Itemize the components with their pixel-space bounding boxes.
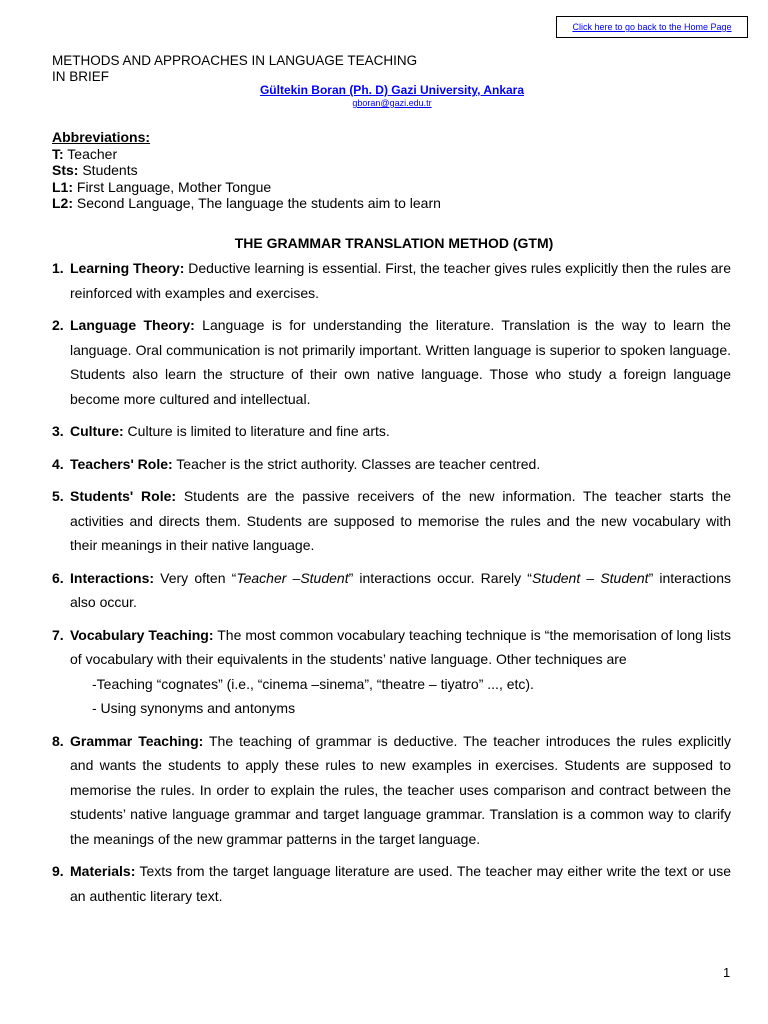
- abbreviation-item: [52, 162, 441, 179]
- abbreviation-key: Sts:: [52, 162, 79, 178]
- item-text: Culture is limited to literature and fine arts.: [123, 423, 390, 439]
- item-number: 3.: [52, 423, 64, 439]
- list-item: [52, 859, 731, 908]
- item-term: Materials:: [70, 863, 136, 879]
- item-number: 5.: [52, 488, 64, 504]
- title-line-1: METHODS AND APPROACHES IN LANGUAGE TEACHING: [52, 53, 418, 68]
- section-title: THE GRAMMAR TRANSLATION METHOD (GTM): [234, 235, 554, 251]
- item-number: 8.: [52, 732, 64, 749]
- item-body: [70, 313, 731, 411]
- email-link[interactable]: gboran@gazi.edu.tr: [352, 98, 432, 108]
- item-body: [70, 452, 731, 477]
- item-term: Vocabulary Teaching:: [70, 626, 214, 643]
- page-number: 1: [723, 965, 731, 980]
- item-list: [52, 256, 731, 916]
- item-term: Learning Theory:: [70, 260, 185, 276]
- item-number: 1.: [52, 260, 64, 276]
- author-link[interactable]: Gültekin Boran (Ph. D) Gazi University, Ankara: [259, 83, 525, 97]
- abbreviation-value: Students: [78, 162, 138, 178]
- item-body: [70, 859, 731, 908]
- list-item: [52, 623, 731, 721]
- list-item: [52, 452, 731, 477]
- list-item: [52, 256, 731, 305]
- abbreviation-key: L2:: [52, 195, 73, 211]
- item-text: Students are the passive receivers of the new information. The teacher starts the activities and directs them. Students are supposed to memorise the rules and the new vocabulary with their meanings in their native language.: [70, 488, 731, 553]
- item-text: Language is for understanding the literature. Translation is the way to learn the language. Oral communication is not primarily important. Written language is superior to spoken language. Students also learn the structure of their own native language. Those who study a foreign language become more cultured and intellectual.: [70, 317, 731, 407]
- abbreviation-value: Second Language, The language the students aim to learn: [73, 195, 441, 211]
- item-text: The most common vocabulary teaching technique is “the memorisation of long lists of vocabulary with their equivalents in the students’ native language. Other techniques are: [70, 626, 732, 667]
- item-body: [70, 484, 731, 558]
- item-term: Interactions:: [70, 569, 155, 586]
- sub-item: -Teaching “cognates” (i.e., “cinema –sinema”, “theatre – tiyatro” ..., etc).: [92, 675, 534, 692]
- abbreviation-item: [52, 146, 441, 163]
- item-body: [70, 256, 731, 305]
- item-italic: Teacher –Student: [236, 569, 349, 586]
- list-item: [52, 313, 731, 411]
- list-item: [52, 566, 731, 615]
- abbreviation-value: First Language, Mother Tongue: [73, 178, 272, 195]
- list-item: [52, 729, 731, 852]
- item-text: Deductive learning is essential. First, the teacher gives rules explicitly then the rules are reinforced with examples and exercises.: [70, 260, 731, 301]
- item-italic: Student – Student: [531, 569, 649, 586]
- item-number: 6.: [52, 569, 64, 586]
- item-term: Grammar Teaching:: [70, 732, 204, 749]
- item-number: 2.: [52, 317, 64, 333]
- item-body: [70, 623, 731, 721]
- abbreviation-item: [52, 195, 441, 212]
- abbreviations-block: [52, 129, 441, 212]
- abbreviations-heading: Abbreviations:: [52, 129, 151, 145]
- item-text: Texts from the target language literature are used. The teacher may either write the text or use an authentic literary text.: [70, 863, 731, 904]
- home-page-link[interactable]: Click here to go back to the Home Page: [556, 16, 748, 38]
- abbreviation-value: Teacher: [63, 145, 118, 162]
- item-body: [70, 566, 731, 615]
- abbreviation-item: [52, 179, 441, 196]
- title-line-2: IN BRIEF: [52, 69, 110, 84]
- item-text: The teaching of grammar is deductive. The teacher introduces the rules explicitly and wants the students to apply these rules to new examples in exercises. Students are supposed to memorise the rules. In order to explain the rules, the teacher uses comparison and contract between the students’ native language grammar and target language grammar. Translation is a common way to clarify the meanings of the new grammar patterns in the target language.: [70, 732, 731, 847]
- item-term: Culture:: [70, 423, 124, 439]
- item-body: [70, 729, 731, 852]
- list-item: [52, 484, 731, 558]
- item-number: 9.: [52, 863, 64, 879]
- sub-item: - Using synonyms and antonyms: [92, 700, 296, 716]
- item-text: ” interactions also occur.: [70, 569, 731, 610]
- item-body: [70, 419, 731, 444]
- list-item: [52, 419, 731, 444]
- item-text: Teacher is the strict authority. Classes are teacher centred.: [172, 455, 541, 472]
- document-title: [52, 53, 417, 85]
- abbreviation-key: T:: [52, 145, 64, 162]
- abbreviation-key: L1:: [52, 178, 73, 195]
- item-number: 4.: [52, 455, 64, 472]
- item-text: ” interactions occur. Rarely “: [348, 569, 532, 586]
- item-term: Language Theory:: [70, 317, 195, 333]
- item-number: 7.: [52, 626, 64, 643]
- item-term: Students' Role:: [70, 488, 177, 504]
- item-text: Very often “: [154, 569, 237, 586]
- item-term: Teachers' Role:: [70, 455, 173, 472]
